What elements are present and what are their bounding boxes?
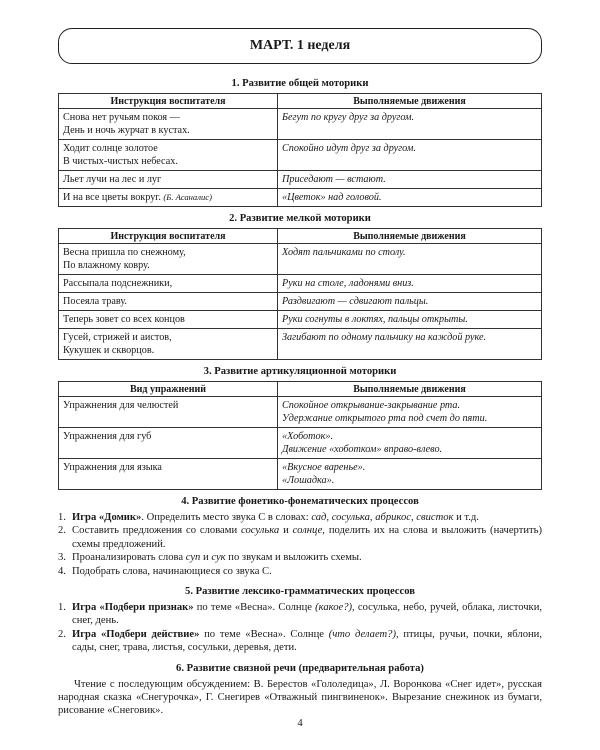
movement-line: Спокойное открывание-закрывание рта. [282,400,461,411]
verse-line: Рассыпала подснежники, [59,275,278,293]
table-row [59,189,542,207]
verse-line: Посеяла траву. [59,293,278,311]
table-row [59,329,542,360]
table-header: Выполняемые движения [278,229,542,244]
game-name: Игра «Домик» [72,512,142,523]
movement-cell: Раздвигают — сдвигают пальцы. [278,293,542,311]
table-row [59,171,542,189]
list-item: 4. Подобрать слова, начинающиеся со звука С. [58,565,272,577]
movement-cell: Спокойно идут друг за другом. [278,140,542,171]
page-title: МАРТ. 1 неделя [58,28,542,64]
table-row [59,109,542,140]
verse-line: Снова нет ручьям покоя — [63,112,180,123]
table-row [59,140,542,171]
section-1-heading: 1. Развитие общей моторики [231,78,369,89]
section-2-heading: 2. Развитие мелкой моторики [229,213,371,224]
list-item: 1. Игра «Домик». Определить место звука С в словах: сад, сосулька, абрикос, свисток и т.д. [58,512,479,523]
list-item: 2. Игра «Подбери действие» по теме «Весна». Солнце (что делает?), птицы, ручьи, почки, яблони, сады, снег, трава, листья, сосульки, деревья, дети. [58,628,543,654]
section-5-heading: 5. Развитие лексико-грамматических процессов [185,586,415,598]
table-row [59,428,542,459]
table-row [59,244,542,275]
exercise-type: Упражнения для губ [59,428,278,459]
verse-line: В чистых-чистых небесах. [63,156,178,167]
section-4-heading: 4. Развитие фонетико-фонематических процессов [181,496,419,507]
list-item: 1. Игра «Подбери признак» по теме «Весна». Солнце (какое?), сосулька, небо, ручей, облака, листочки, снег, день. [58,602,543,627]
verse-line: Гусей, стрижей и аистов, [63,332,172,343]
movement-cell: Бегут по кругу друг за другом. [278,109,542,140]
exercise-type: Упражнения для челюстей [59,397,278,428]
articulation-table [58,381,542,490]
list-item: 3. Проанализировать слова суп и сук по звукам и выложить схемы. [58,552,362,564]
poem-author: (Б. Асаналис) [163,192,212,202]
verse-line: По влажному ковру. [63,260,150,271]
section-3-heading: 3. Развитие артикуляционной моторики [203,366,397,377]
list-item: 2. Составить предложения со словами сосулька и солнце, поделить их на слова и выложить (начертить) схемы предложений. [58,525,542,550]
table-header: Вид упражнений [59,382,278,397]
exercise-type: Упражнения для языка [59,459,278,490]
table-row [59,459,542,490]
page [58,28,542,718]
table-header: Выполняемые движения [278,382,542,397]
speech-paragraph: Чтение с последующим обсуждением: В. Берестов «Гололедица», Л. Воронкова «Снег идет», русская народная сказка «Снегурочка», Г. Снегирев «Отважный пингвиненок». Вырезание снежинок из бумаги, рисование «Снеговик». [58,678,542,717]
movement-cell: «Цветок» над головой. [278,189,542,207]
movement-cell: Ходят пальчиками по столу. [278,244,542,275]
verse-line: Ходит солнце золотое [63,143,158,154]
movement-cell: Приседают — встают. [278,171,542,189]
verse-line: Теперь зовет со всех концов [59,311,278,329]
game-name: Игра «Подбери признак» [72,602,194,614]
table-row [59,275,542,293]
movement-line: «Хоботок». [282,431,334,442]
movement-line: Удержание открытого рта под счет до пяти. [282,413,488,424]
movement-cell: Загибают по одному пальчику на каждой руке. [278,329,542,360]
movement-line: Движение «хоботком» вправо-влево. [282,444,443,455]
verse-line: Весна пришла по снежному, [63,247,186,258]
verse-line: И на все цветы вокруг. [63,192,161,203]
table-row [59,311,542,329]
game-name: Игра «Подбери действие» [72,628,200,640]
section-6-heading: 6. Развитие связной речи (предварительная работа) [176,662,424,674]
verse-line: День и ночь журчат в кустах. [63,125,190,136]
fine-motor-table [58,228,542,360]
table-row [59,397,542,428]
table-header: Инструкция воспитателя [59,229,278,244]
verse-line: Кукушек и скворцов. [63,345,155,356]
verse-line: Льет лучи на лес и луг [59,171,278,189]
movement-cell: Руки на столе, ладонями вниз. [278,275,542,293]
table-header: Инструкция воспитателя [59,94,278,109]
movement-line: «Вкусное варенье». [282,462,366,473]
page-number: 4 [297,718,303,729]
lexical-list [58,601,542,655]
table-header: Выполняемые движения [278,94,542,109]
phonetic-list [58,511,542,578]
general-motor-table [58,93,542,207]
table-row [59,293,542,311]
movement-cell: Руки согнуты в локтях, пальцы открыты. [278,311,542,329]
movement-line: «Лошадка». [282,475,335,486]
